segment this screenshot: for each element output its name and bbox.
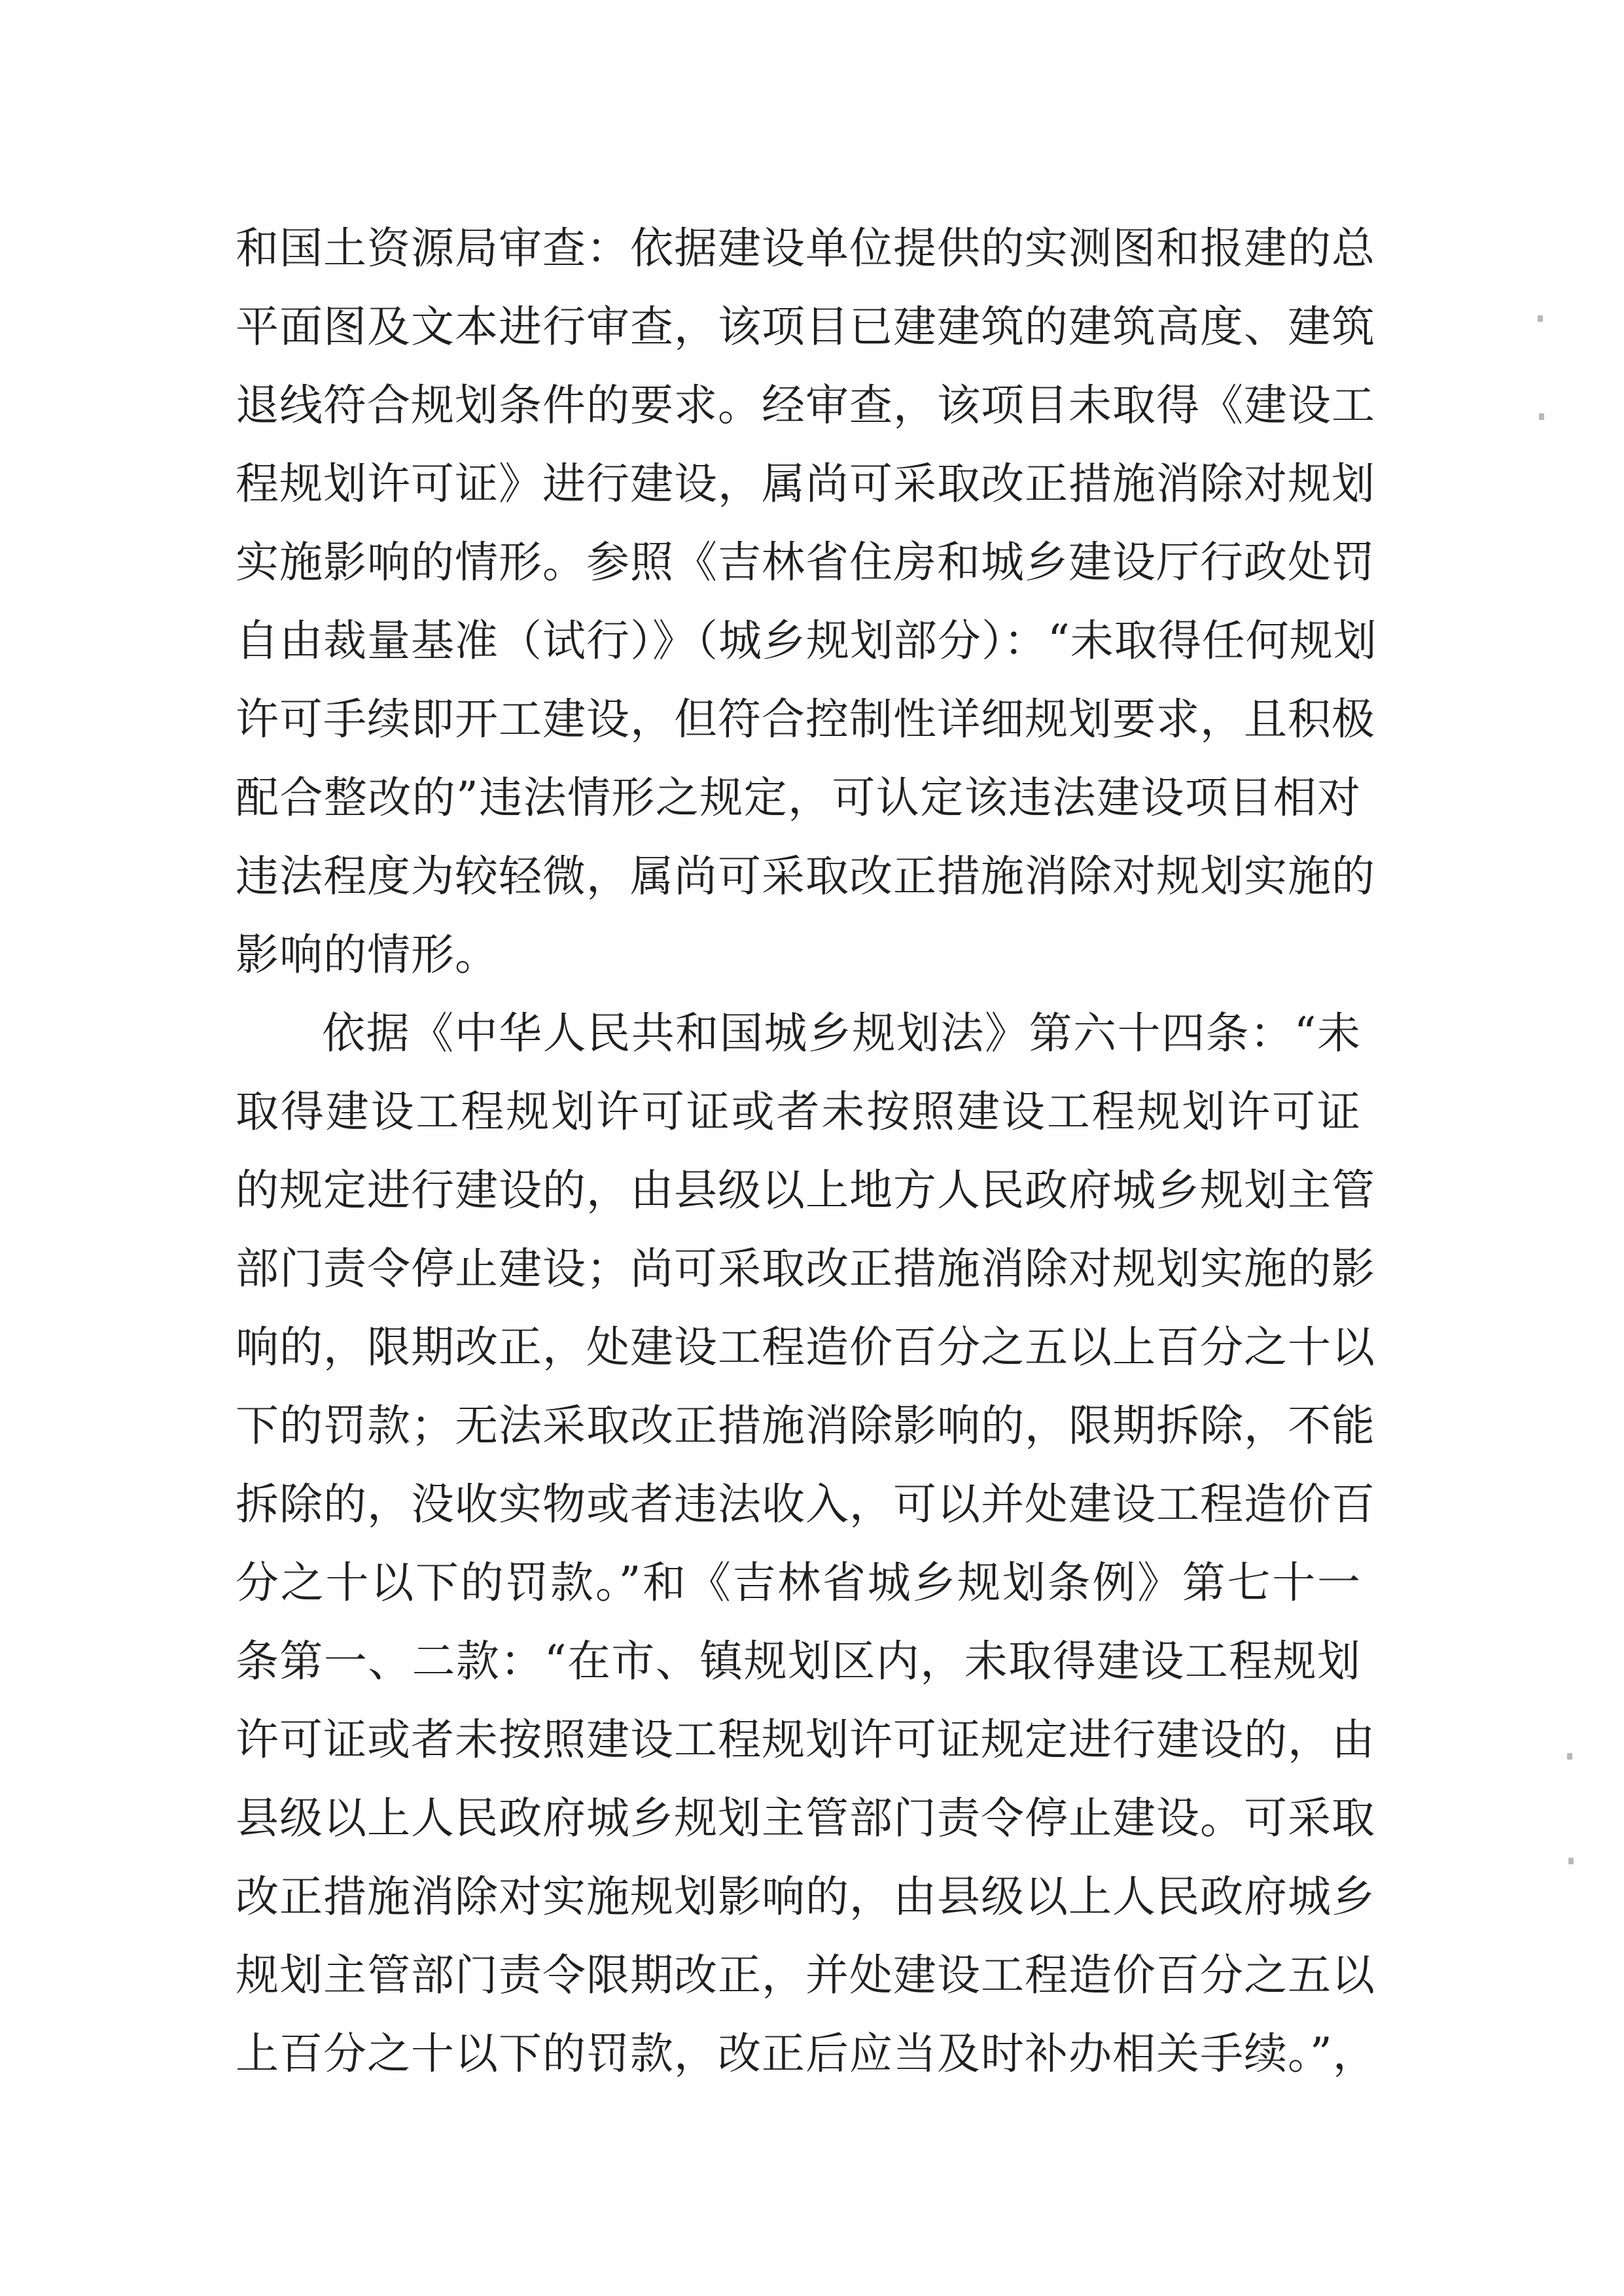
text-line: 和国土资源局审查：依据建设单位提供的实测图和报建的总 [236,223,1375,273]
text-line: 分之十以下的罚款。”和《吉林省城乡规划条例》第七十一 [236,1557,1361,1608]
text-line: 拆除的，没收实物或者违法收入，可以并处建设工程造价百 [236,1479,1375,1529]
scan-speck [1567,1753,1572,1760]
text-line: 条第一、二款：“在市、镇规划区内，未取得建设工程规划 [236,1636,1361,1686]
text-line: 取得建设工程规划许可证或者未按照建设工程规划许可证 [236,1087,1361,1137]
text-line: 的规定进行建设的，由县级以上地方人民政府城乡规划主管 [236,1165,1375,1215]
scan-speck [1538,315,1543,322]
text-line: 改正措施消除对实施规划影响的，由县级以上人民政府城乡 [236,1871,1375,1922]
body-text [236,209,1377,2093]
scan-speck [1539,413,1544,420]
text-line: 上百分之十以下的罚款，改正后应当及时补办相关手续。”， [236,2028,1377,2079]
text-line: 退线符合规划条件的要求。经审查，该项目未取得《建设工 [236,380,1375,430]
scan-speck [1568,1858,1574,1864]
text-line: 下的罚款；无法采取改正措施消除影响的，限期拆除，不能 [236,1400,1375,1451]
text-line: 响的，限期改正，处建设工程造价百分之五以上百分之十以 [236,1322,1375,1372]
text-line: 配合整改的”违法情形之规定，可认定该违法建设项目相对 [236,773,1361,823]
text-line: 程规划许可证》进行建设，属尚可采取改正措施消除对规划 [236,459,1375,509]
text-line: 许可证或者未按照建设工程规划许可证规定进行建设的，由 [236,1714,1375,1765]
text-line: 部门责令停止建设；尚可采取改正措施消除对规划实施的影 [236,1244,1375,1294]
text-line: 规划主管部门责令限期改正，并处建设工程造价百分之五以 [236,1950,1375,2000]
text-line: 影响的情形。 [236,930,499,980]
text-line: 许可手续即开工建设，但符合控制性详细规划要求，且积极 [236,694,1375,744]
text-line: 平面图及文本进行审查，该项目已建建筑的建筑高度、建筑 [236,302,1375,352]
paragraph-start-line: 依据《中华人民共和国城乡规划法》第六十四条：“未 [322,1008,1361,1058]
text-line: 县级以上人民政府城乡规划主管部门责令停止建设。可采取 [236,1793,1375,1843]
text-line: 实施影响的情形。参照《吉林省住房和城乡建设厅行政处罚 [236,537,1375,587]
text-line: 自由裁量基准（试行）》（城乡规划部分）：“未取得任何规划 [236,616,1377,666]
text-line: 违法程度为较轻微，属尚可采取改正措施消除对规划实施的 [236,851,1375,901]
